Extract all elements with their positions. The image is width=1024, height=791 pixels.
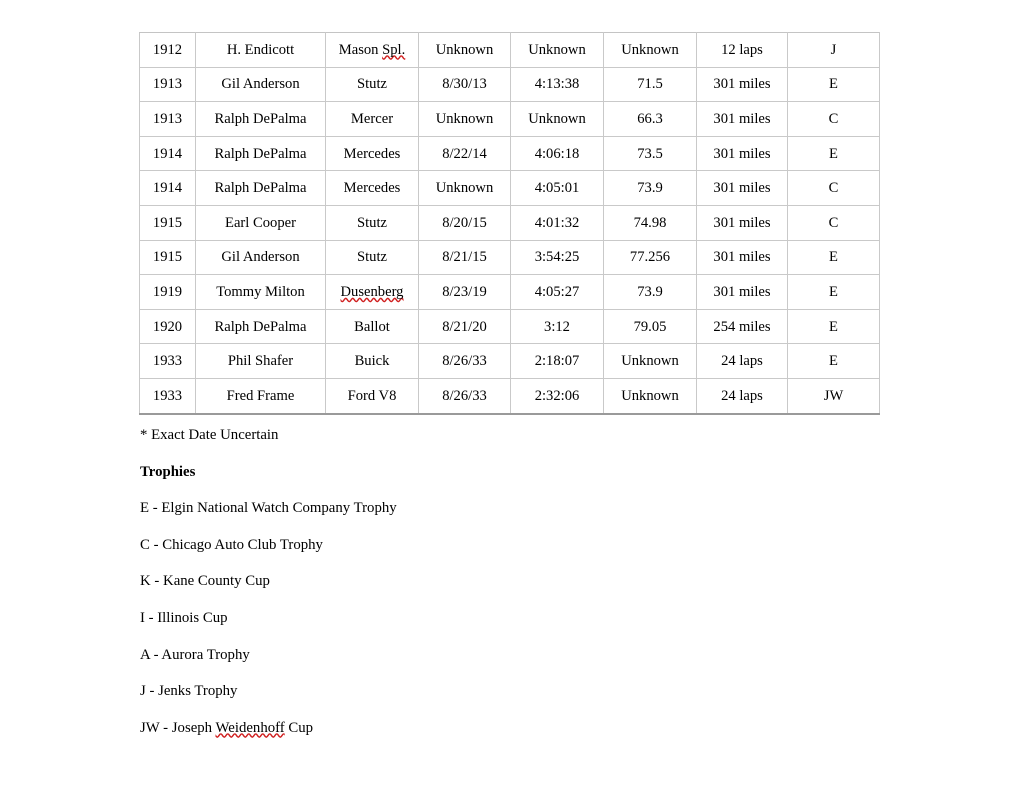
- cell-trophy: C: [788, 171, 880, 206]
- race-results-table: [139, 32, 880, 415]
- cell-distance: 301 miles: [697, 136, 788, 171]
- cell-trophy: J: [788, 33, 880, 68]
- cell-car: Stutz: [326, 240, 419, 275]
- cell-average-speed: Unknown: [604, 378, 697, 413]
- cell-car: Stutz: [326, 205, 419, 240]
- cell-trophy: C: [788, 205, 880, 240]
- spellcheck-flagged-word: Dusenberg: [340, 283, 404, 300]
- cell-date: 8/30/13: [419, 67, 511, 102]
- cell-distance: 301 miles: [697, 205, 788, 240]
- cell-car: Ford V8: [326, 378, 419, 413]
- cell-average-speed: 77.256: [604, 240, 697, 275]
- cell-driver: Ralph DePalma: [196, 102, 326, 137]
- cell-distance: 301 miles: [697, 275, 788, 310]
- cell-car: Mason Spl.: [326, 33, 419, 68]
- cell-average-speed: Unknown: [604, 344, 697, 379]
- cell-date: 8/26/33: [419, 344, 511, 379]
- cell-date: Unknown: [419, 33, 511, 68]
- cell-trophy: E: [788, 67, 880, 102]
- cell-average-speed: 79.05: [604, 309, 697, 344]
- trophy-legend-item: C - Chicago Auto Club Trophy: [140, 536, 323, 553]
- race-results-body: [140, 33, 880, 414]
- notes-section: [140, 428, 840, 757]
- spellcheck-flagged-word: Weidenhoff: [215, 719, 285, 736]
- footnote-exact-date-uncertain: * Exact Date Uncertain: [140, 427, 279, 443]
- cell-trophy: E: [788, 275, 880, 310]
- table-row: [140, 378, 880, 413]
- cell-time: 3:54:25: [511, 240, 604, 275]
- cell-average-speed: 66.3: [604, 102, 697, 137]
- cell-car: Mercer: [326, 102, 419, 137]
- cell-car: Mercedes: [326, 136, 419, 171]
- table-row: [140, 205, 880, 240]
- cell-date: Unknown: [419, 171, 511, 206]
- cell-car: Mercedes: [326, 171, 419, 206]
- cell-driver: Tommy Milton: [196, 275, 326, 310]
- cell-trophy: E: [788, 240, 880, 275]
- cell-time: 4:13:38: [511, 67, 604, 102]
- cell-trophy: C: [788, 102, 880, 137]
- cell-year: 1915: [140, 240, 196, 275]
- cell-trophy: E: [788, 309, 880, 344]
- trophy-legend-item: A - Aurora Trophy: [140, 646, 250, 663]
- trophy-legend-item: E - Elgin National Watch Company Trophy: [140, 500, 397, 517]
- cell-driver: Earl Cooper: [196, 205, 326, 240]
- table-row: [140, 275, 880, 310]
- cell-date: 8/22/14: [419, 136, 511, 171]
- cell-average-speed: 74.98: [604, 205, 697, 240]
- cell-year: 1920: [140, 309, 196, 344]
- cell-driver: Phil Shafer: [196, 344, 326, 379]
- cell-time: 4:05:27: [511, 275, 604, 310]
- cell-car: Ballot: [326, 309, 419, 344]
- cell-driver: Ralph DePalma: [196, 309, 326, 344]
- cell-distance: 301 miles: [697, 67, 788, 102]
- table-row: [140, 309, 880, 344]
- cell-time: 2:18:07: [511, 344, 604, 379]
- cell-year: 1913: [140, 102, 196, 137]
- cell-year: 1915: [140, 205, 196, 240]
- cell-date: 8/21/15: [419, 240, 511, 275]
- cell-driver: H. Endicott: [196, 33, 326, 68]
- cell-driver: Ralph DePalma: [196, 171, 326, 206]
- cell-time: 4:01:32: [511, 205, 604, 240]
- table-row: [140, 67, 880, 102]
- cell-year: 1919: [140, 275, 196, 310]
- cell-time: 3:12: [511, 309, 604, 344]
- trophy-legend-item: JW - Joseph Weidenhoff Cup: [140, 719, 314, 736]
- cell-distance: 301 miles: [697, 240, 788, 275]
- spellcheck-flagged-word: Spl.: [382, 41, 406, 58]
- cell-time: Unknown: [511, 33, 604, 68]
- cell-driver: Gil Anderson: [196, 67, 326, 102]
- cell-time: 4:06:18: [511, 136, 604, 171]
- table-row: [140, 344, 880, 379]
- cell-car: Buick: [326, 344, 419, 379]
- cell-date: 8/23/19: [419, 275, 511, 310]
- trophy-legend-item: K - Kane County Cup: [140, 573, 270, 590]
- cell-distance: 24 laps: [697, 344, 788, 379]
- table-row: [140, 102, 880, 137]
- trophy-legend-list: [140, 501, 840, 757]
- cell-car: [326, 275, 419, 310]
- cell-average-speed: 73.5: [604, 136, 697, 171]
- cell-driver: Fred Frame: [196, 378, 326, 413]
- cell-time: Unknown: [511, 102, 604, 137]
- cell-time: 4:05:01: [511, 171, 604, 206]
- cell-year: 1933: [140, 378, 196, 413]
- cell-year: 1914: [140, 171, 196, 206]
- cell-trophy: E: [788, 344, 880, 379]
- cell-date: 8/26/33: [419, 378, 511, 413]
- cell-year: 1933: [140, 344, 196, 379]
- cell-trophy: JW: [788, 378, 880, 413]
- trophy-legend-item: J - Jenks Trophy: [140, 683, 238, 700]
- cell-average-speed: 71.5: [604, 67, 697, 102]
- cell-driver: Ralph DePalma: [196, 136, 326, 171]
- cell-year: 1913: [140, 67, 196, 102]
- cell-date: 8/20/15: [419, 205, 511, 240]
- table-row: [140, 171, 880, 206]
- cell-trophy: E: [788, 136, 880, 171]
- cell-average-speed: 73.9: [604, 171, 697, 206]
- table-row: [140, 136, 880, 171]
- trophy-legend-item: I - Illinois Cup: [140, 609, 228, 626]
- table-row: [140, 33, 880, 68]
- trophies-heading: Trophies: [140, 463, 196, 480]
- cell-average-speed: 73.9: [604, 275, 697, 310]
- cell-average-speed: Unknown: [604, 33, 697, 68]
- cell-date: 8/21/20: [419, 309, 511, 344]
- cell-date: Unknown: [419, 102, 511, 137]
- table-row: [140, 240, 880, 275]
- cell-distance: 301 miles: [697, 102, 788, 137]
- cell-year: 1914: [140, 136, 196, 171]
- cell-driver: Gil Anderson: [196, 240, 326, 275]
- cell-year: 1912: [140, 33, 196, 68]
- cell-distance: 12 laps: [697, 33, 788, 68]
- results-table-container: [139, 32, 879, 415]
- cell-distance: 24 laps: [697, 378, 788, 413]
- cell-time: 2:32:06: [511, 378, 604, 413]
- cell-distance: 254 miles: [697, 309, 788, 344]
- cell-distance: 301 miles: [697, 171, 788, 206]
- cell-car: Stutz: [326, 67, 419, 102]
